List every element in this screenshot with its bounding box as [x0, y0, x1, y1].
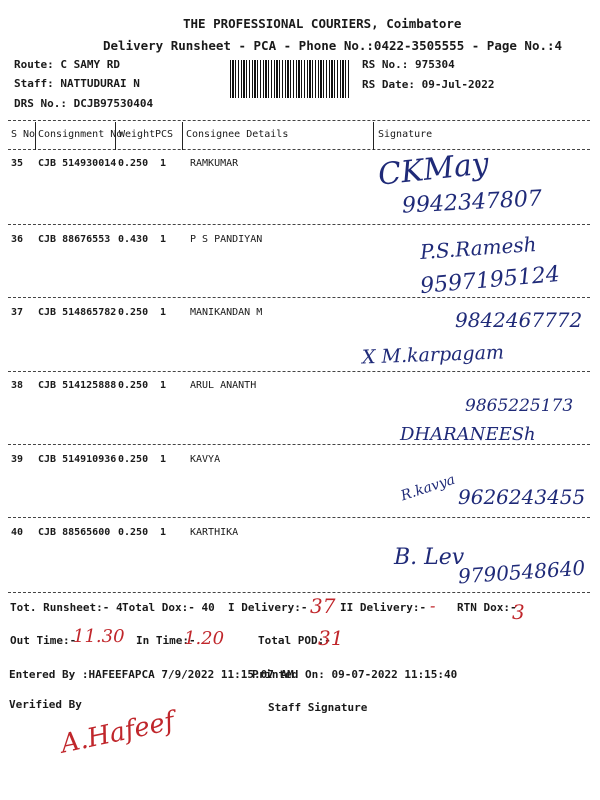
- row-pcs: 1: [160, 454, 167, 465]
- verified-by-label: Verified By: [9, 698, 82, 711]
- company-title: THE PROFESSIONAL COURIERS, Coimbatore: [183, 16, 462, 31]
- row-consignment: CJB 514930014: [38, 158, 117, 169]
- row-consignment: CJB 514125888: [38, 380, 117, 391]
- staff-text: Staff: NATTUDURAI N: [14, 77, 140, 90]
- entered-by: Entered By :HAFEEFAPCA 7/9/2022 11:15:07 AM: [9, 668, 294, 681]
- row-separator: [8, 297, 590, 298]
- row-pcs: 1: [160, 158, 167, 169]
- row-sno: 37: [11, 307, 24, 318]
- row-sno: 40: [11, 527, 24, 538]
- header-consignee: Consignee Details: [186, 129, 289, 140]
- phone-36: 9597195124: [419, 261, 561, 300]
- rs-date: RS Date: 09-Jul-2022: [362, 78, 495, 91]
- signature-39: R.kavya: [398, 471, 458, 505]
- table-bottom-rule: [8, 592, 590, 593]
- printed-on: Printed On: 09-07-2022 11:15:40: [252, 668, 458, 681]
- phone-37: 9842467772: [455, 308, 583, 332]
- rs-number: RS No.: 975304: [362, 58, 455, 71]
- i-delivery-label: I Delivery:-: [228, 601, 308, 614]
- in-time-value: 1.20: [184, 628, 225, 649]
- row-separator: [8, 371, 590, 372]
- col-divider: [373, 122, 374, 150]
- header-sno: S No: [11, 129, 36, 140]
- row-weight: 0.250: [118, 307, 149, 318]
- in-time-label: In Time:-: [136, 634, 196, 647]
- drs-number: DRS No.: DCJB97530404: [14, 97, 154, 110]
- row-consignment: CJB 514910936: [38, 454, 117, 465]
- row-consignee: ARUL ANANTH: [190, 380, 257, 391]
- col-divider: [35, 122, 36, 150]
- ii-delivery-value: -: [430, 596, 436, 615]
- staff-signature-label: Staff Signature: [268, 701, 368, 714]
- table-top-rule: [8, 120, 590, 121]
- signature-37: X M.karpagam: [361, 341, 505, 369]
- row-consignee: RAMKUMAR: [190, 158, 239, 169]
- phone-39: 9626243455: [458, 485, 586, 509]
- row-weight: 0.250: [118, 380, 149, 391]
- row-consignee: KARTHIKA: [190, 527, 239, 538]
- row-weight: 0.250: [118, 158, 149, 169]
- out-time-label: Out Time:-: [10, 634, 77, 647]
- row-pcs: 1: [160, 527, 167, 538]
- out-time-value: 11.30: [73, 626, 125, 647]
- row-sno: 39: [11, 454, 24, 465]
- runsheet-subtitle: Delivery Runsheet - PCA - Phone No.:0422-3505555 - Page No.:4: [103, 38, 563, 53]
- row-pcs: 1: [160, 380, 167, 391]
- route-text: Route: C SAMY RD: [14, 58, 120, 71]
- row-consignment: CJB 88676553: [38, 234, 111, 245]
- phone-40: 9790548640: [457, 555, 586, 589]
- row-sno: 36: [11, 234, 24, 245]
- total-pod-value: 31: [318, 626, 344, 650]
- row-consignment: CJB 514865782: [38, 307, 117, 318]
- row-sno: 35: [11, 158, 24, 169]
- signature-40: B. Lev: [394, 545, 465, 570]
- rtn-dox-value: 3: [512, 600, 525, 624]
- row-pcs: 1: [160, 234, 167, 245]
- signature-36: P.S.Ramesh: [419, 231, 538, 265]
- phone-38: 9865225173: [465, 396, 574, 416]
- row-weight: 0.430: [118, 234, 149, 245]
- signature-35: CKMay: [376, 146, 491, 193]
- row-separator: [8, 517, 590, 518]
- phone-35: 9942347807: [401, 186, 543, 219]
- header-pcs: PCS: [155, 129, 174, 140]
- barcode-image: [230, 60, 350, 98]
- ii-delivery-label: II Delivery:-: [340, 601, 427, 614]
- total-dox: Total Dox:- 40: [122, 601, 215, 614]
- header-signature: Signature: [378, 129, 433, 140]
- total-pod-label: Total POD:-: [258, 634, 331, 647]
- row-weight: 0.250: [118, 454, 149, 465]
- row-weight: 0.250: [118, 527, 149, 538]
- row-pcs: 1: [160, 307, 167, 318]
- row-consignee: P S PANDIYAN: [190, 234, 263, 245]
- row-consignment: CJB 88565600: [38, 527, 111, 538]
- signature-38: DHARANEESh: [400, 424, 536, 445]
- i-delivery-value: 37: [310, 594, 336, 618]
- row-sno: 38: [11, 380, 24, 391]
- total-runsheet: Tot. Runsheet:- 4: [10, 601, 123, 614]
- header-consignment: Consignment No: [38, 129, 123, 140]
- row-separator: [8, 224, 590, 225]
- header-weight: Weight: [119, 129, 156, 140]
- verifier-signature: A.Hafeef: [58, 706, 178, 760]
- header-bottom-rule: [8, 149, 590, 150]
- row-consignee: MANIKANDAN M: [190, 307, 263, 318]
- col-divider: [182, 122, 183, 150]
- rtn-dox-label: RTN Dox:-: [457, 601, 517, 614]
- row-consignee: KAVYA: [190, 454, 221, 465]
